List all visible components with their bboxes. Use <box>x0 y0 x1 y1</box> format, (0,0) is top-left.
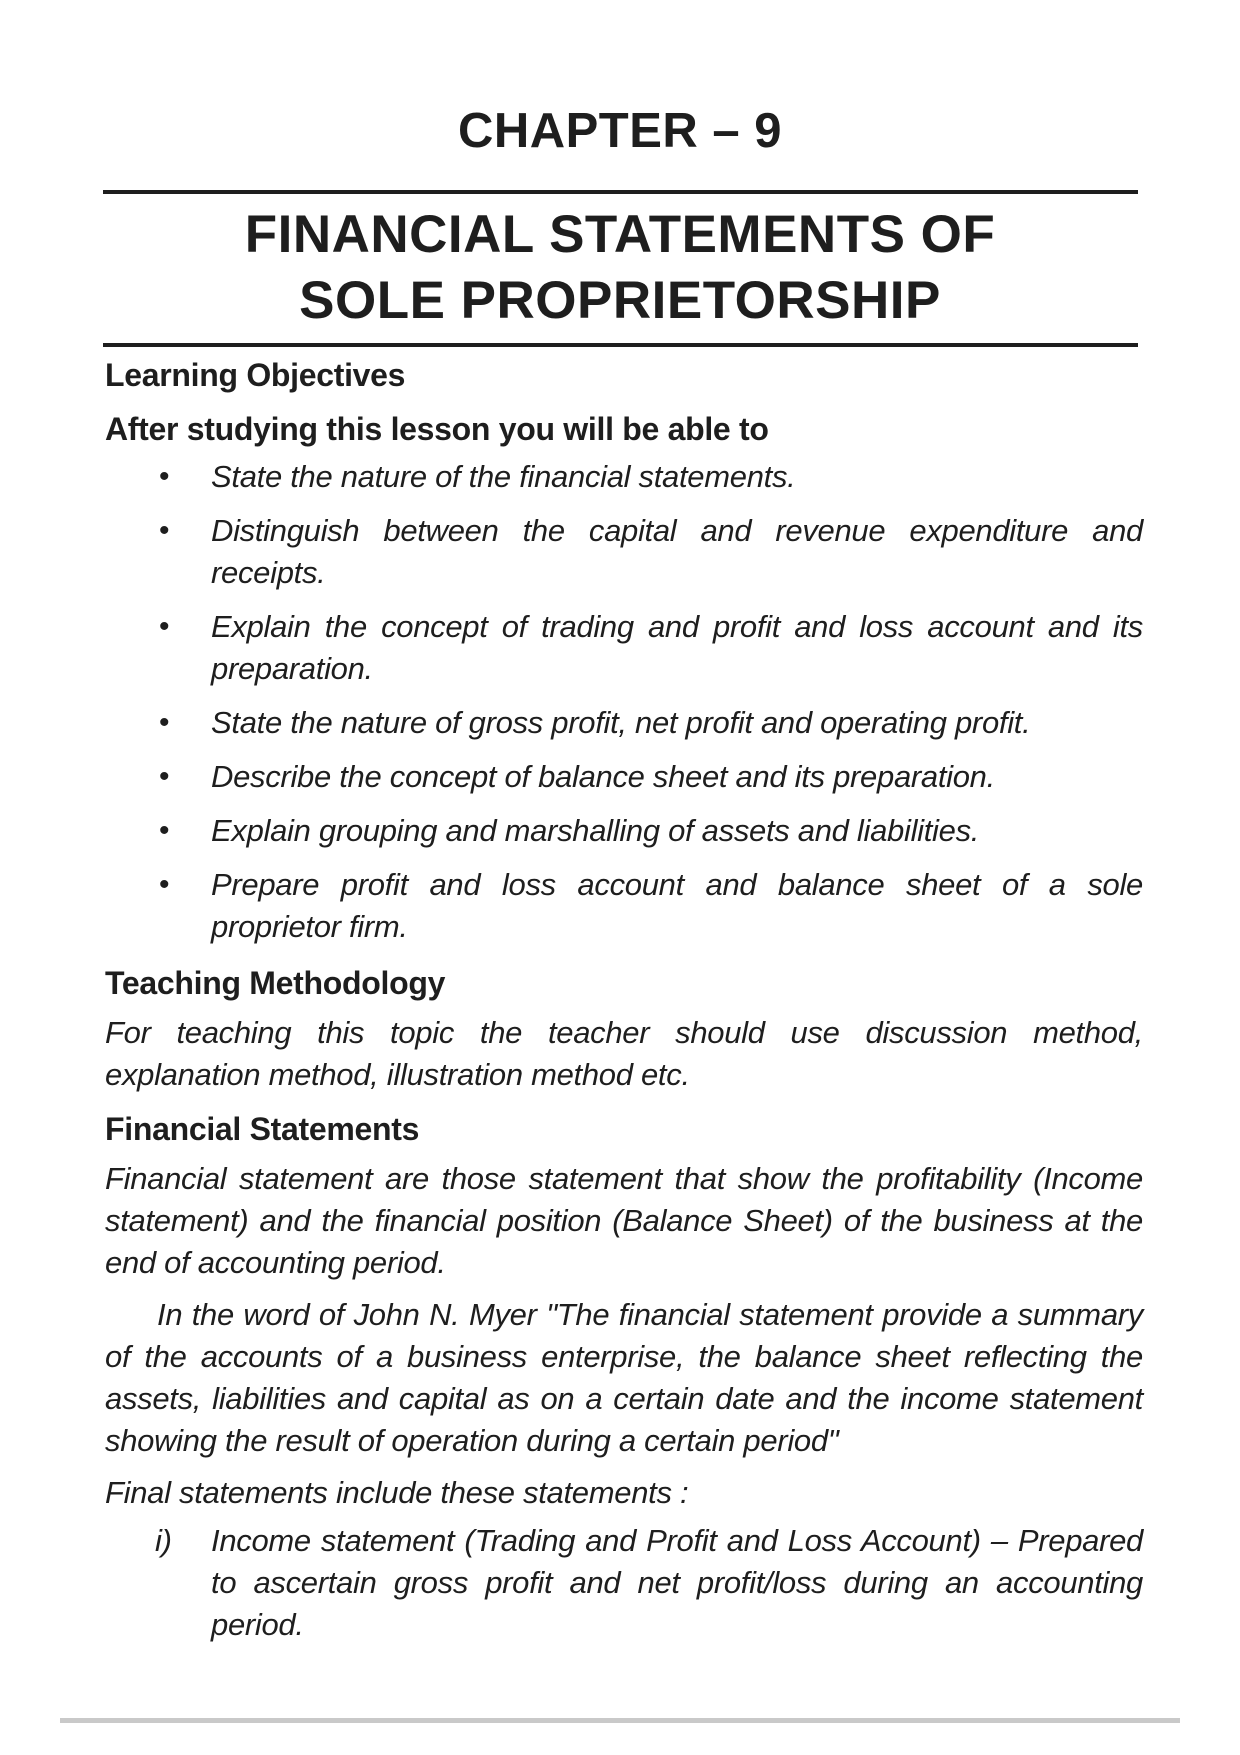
bullet-icon: • <box>159 514 170 547</box>
objective-item <box>105 510 1143 594</box>
myer-quote-paragraph: In the word of John N. Myer "The financial statement provide a summary of the accounts of a business enterprise, the balance sheet reflecting the assets, liabilities and capital as on a certain date and the income statement showing the result of operation during a certain period" <box>105 1297 1143 1458</box>
objective-item <box>105 810 1143 852</box>
page-bottom-rule <box>60 1718 1180 1723</box>
title-top-rule <box>103 190 1138 194</box>
teaching-methodology-heading: Teaching Methodology <box>105 965 446 1001</box>
bullet-icon: • <box>159 460 170 493</box>
statement-marker: i) <box>155 1523 172 1558</box>
statement-text: Income statement (Trading and Profit and Loss Account) – Prepared to ascertain gross profit and net profit/loss during an accounting period. <box>211 1523 1143 1642</box>
financial-statements-heading: Financial Statements <box>105 1111 420 1147</box>
title-bottom-rule <box>103 343 1138 347</box>
statement-item <box>105 1520 1143 1646</box>
bullet-icon: • <box>159 814 170 847</box>
objective-item <box>105 756 1143 798</box>
bullet-icon: • <box>159 868 170 901</box>
learning-objectives-heading: Learning Objectives <box>105 357 406 393</box>
bullet-icon: • <box>159 760 170 793</box>
final-statements-list <box>105 1520 1143 1646</box>
objective-text: Describe the concept of balance sheet and its preparation. <box>211 759 995 794</box>
objective-text: Explain grouping and marshalling of assets and liabilities. <box>211 813 980 848</box>
final-statements-intro: Final statements include these statements : <box>105 1475 689 1510</box>
objective-item <box>105 864 1143 948</box>
objective-text: Explain the concept of trading and profit and loss account and its preparation. <box>211 609 1143 686</box>
objectives-list <box>105 456 1143 948</box>
teaching-methodology-text: For teaching this topic the teacher should use discussion method, explanation method, illustration method etc. <box>105 1015 1143 1092</box>
financial-statements-definition: Financial statement are those statement that show the profitability (Income statement) and the financial position (Balance Sheet) of the business at the end of accounting period. <box>105 1161 1143 1280</box>
objective-text: State the nature of the financial statements. <box>211 459 796 494</box>
objective-text: Prepare profit and loss account and balance sheet of a sole proprietor firm. <box>211 867 1143 944</box>
objective-item <box>105 606 1143 690</box>
objective-text: Distinguish between the capital and revenue expenditure and receipts. <box>211 513 1143 590</box>
chapter-title-line-1: FINANCIAL STATEMENTS OF <box>244 205 996 264</box>
chapter-title-line-2: SOLE PROPRIETORSHIP <box>299 271 941 330</box>
objective-text: State the nature of gross profit, net profit and operating profit. <box>211 705 1031 740</box>
chapter-number: CHAPTER – 9 <box>457 104 783 158</box>
learning-objectives-intro: After studying this lesson you will be able to <box>105 411 769 447</box>
bullet-icon: • <box>159 610 170 643</box>
bullet-icon: • <box>159 706 170 739</box>
objective-item <box>105 702 1143 744</box>
chapter-body <box>105 352 1143 1646</box>
objective-item <box>105 456 1143 498</box>
